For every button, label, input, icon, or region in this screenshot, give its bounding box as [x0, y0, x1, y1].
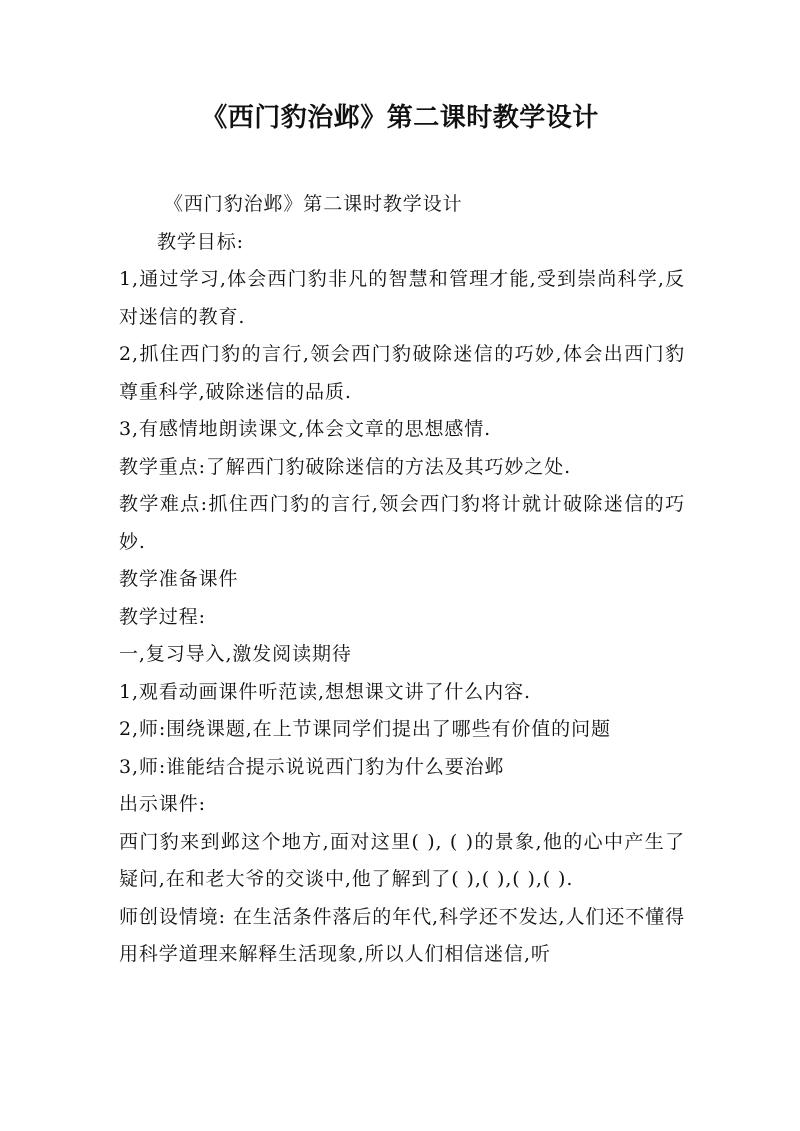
step-paragraph: 3,师:谁能结合提示说说西门豹为什么要治邺	[119, 755, 505, 778]
preparation-paragraph: 教学准备课件	[119, 568, 239, 590]
difficulty-paragraph: 教学难点:抓住西门豹的言行,领会西门豹将计就计破除迷信的巧妙.	[119, 493, 685, 553]
context-paragraph: 师创设情境: 在生活条件落后的年代,科学还不发达,人们还不懂得用科学道理来解释生活现象,所以人们相信迷信,听	[119, 905, 685, 965]
subtitle-paragraph: 《西门豹治邺》第二课时教学设计	[164, 193, 463, 215]
objectives-heading: 教学目标:	[157, 230, 244, 253]
key-point-paragraph: 教学重点:了解西门豹破除迷信的方法及其巧妙之处.	[119, 455, 572, 478]
step-paragraph: 1,观看动画课件听范读,想想课文讲了什么内容.	[119, 680, 531, 703]
fill-in-paragraph: 西门豹来到邺这个地方,面对这里( ), ( )的景象,他的心中产生了疑问,在和老大爷的交谈中,他了解到了( ),( ),( ),( ).	[119, 830, 685, 890]
section-heading: 一,复习导入,激发阅读期待	[119, 643, 352, 665]
courseware-label: 出示课件:	[119, 793, 206, 815]
step-paragraph: 2,师:围绕课题,在上节课同学们提出了哪些有价值的问题	[119, 718, 611, 740]
document-title: 《西门豹治邺》第二课时教学设计	[201, 103, 599, 133]
objective-paragraph: 2,抓住西门豹的言行,领会西门豹破除迷信的巧妙,体会出西门豹尊重科学,破除迷信的品质.	[119, 343, 685, 403]
document-body	[119, 186, 685, 974]
objective-paragraph: 1,通过学习,体会西门豹非凡的智慧和管理才能,受到崇尚科学,反对迷信的教育.	[119, 268, 685, 328]
objective-paragraph: 3,有感情地朗读课文,体会文章的思想感情.	[119, 418, 492, 440]
process-heading: 教学过程:	[119, 605, 206, 628]
